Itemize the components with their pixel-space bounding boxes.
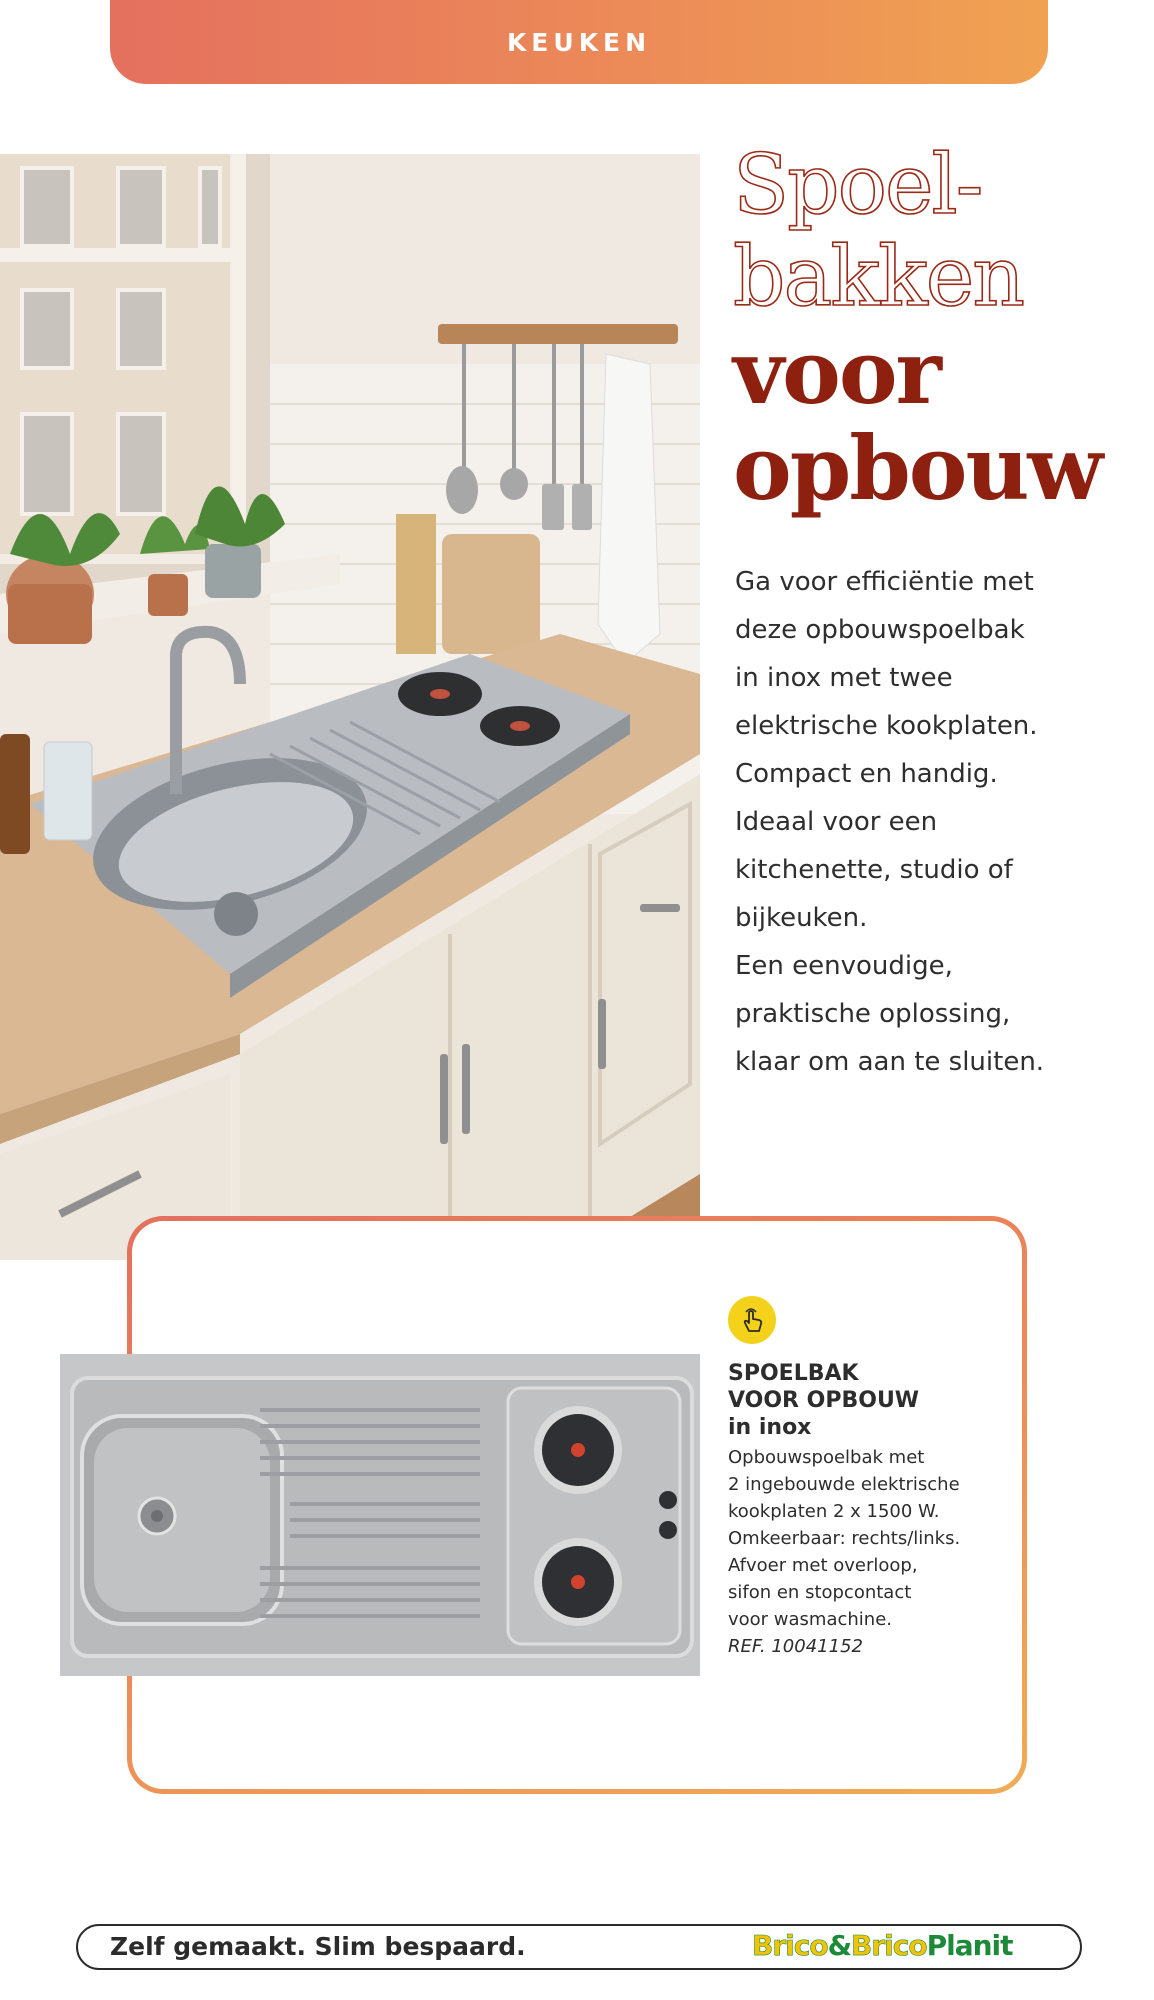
intro-line: in inox met twee [735, 663, 953, 693]
intro-line: Ideaal voor een [735, 807, 938, 837]
product-title-line-1: SPOELBAK [728, 1361, 859, 1386]
title-line-2: bakken [733, 230, 1024, 325]
product-desc-line: 2 ingebouwde elektrische [728, 1474, 960, 1495]
intro-line: elektrische kookplaten. [735, 711, 1038, 741]
footer-slogan: Zelf gemaakt. Slim bespaard. [110, 1932, 526, 1961]
logo-ampersand: & [827, 1929, 852, 1962]
intro-line: Ga voor efficiëntie met [735, 567, 1034, 597]
product-image[interactable] [60, 1354, 700, 1676]
title-line-1: Spoel- [733, 138, 982, 233]
intro-line: Compact en handig. [735, 759, 998, 789]
brand-logo[interactable] [752, 1928, 1013, 1964]
intro-line: kitchenette, studio of [735, 855, 1013, 885]
tap-hand-icon [728, 1296, 776, 1344]
logo-part-brico-2: Brico [851, 1929, 927, 1962]
logo-part-brico: Brico [752, 1929, 828, 1962]
product-desc-line: sifon en stopcontact [728, 1582, 912, 1603]
section-label: KEUKEN [506, 27, 652, 57]
header-band [110, 0, 1048, 84]
product-reference: REF. 10041152 [728, 1636, 863, 1657]
page-title [733, 138, 1133, 520]
product-desc-line: Opbouwspoelbak met [728, 1447, 925, 1468]
intro-line: klaar om aan te sluiten. [735, 1047, 1045, 1077]
intro-line: Een eenvoudige, [735, 951, 953, 981]
hero-kitchen-image [0, 154, 700, 1260]
logo-part-planit: Planit [926, 1929, 1013, 1962]
title-line-4: opbouw [733, 416, 1102, 520]
product-desc-line: Afvoer met overloop, [728, 1555, 918, 1576]
product-title-line-3: in inox [728, 1415, 812, 1440]
product-desc-line: kookplaten 2 x 1500 W. [728, 1501, 940, 1522]
intro-line: praktische oplossing, [735, 999, 1011, 1029]
product-description [728, 1444, 1038, 1660]
product-title [728, 1360, 1028, 1441]
intro-paragraph [735, 558, 1125, 1086]
title-line-3: voor [733, 320, 940, 424]
product-desc-line: voor wasmachine. [728, 1609, 893, 1630]
intro-line: deze opbouwspoelbak [735, 615, 1025, 645]
product-title-line-2: VOOR OPBOUW [728, 1388, 920, 1413]
intro-line: bijkeuken. [735, 903, 868, 933]
product-desc-line: Omkeerbaar: rechts/links. [728, 1528, 961, 1549]
